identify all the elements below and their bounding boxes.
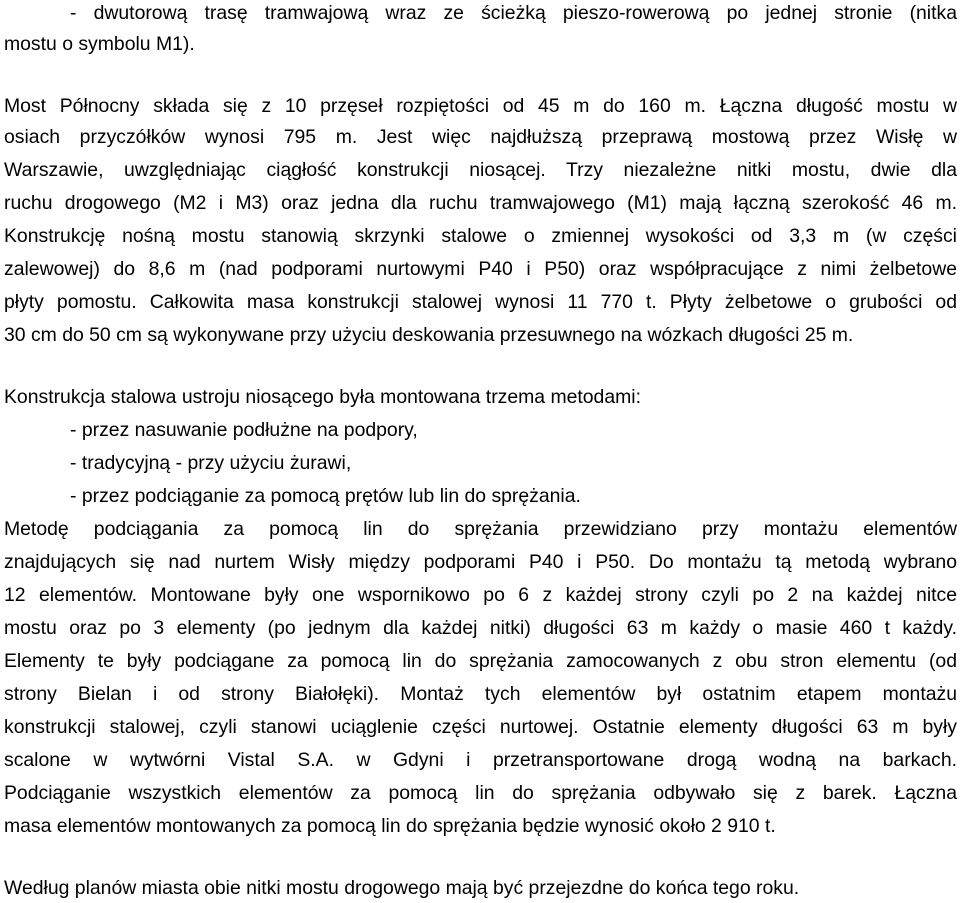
- text-line: Warszawie, uwzględniając ciągłość konstrukcji niosącej. Trzy niezależne nitki mostu, dwie dla: [4, 159, 957, 181]
- text-line: 12 elementów. Montowane były one wspornikowo po 6 z każdej strony czyli po 2 na każdej nitce: [4, 584, 957, 606]
- text-line: - dwutorową trasę tramwajową wraz ze ścieżką pieszo-rowerową po jednej stronie (nitka: [70, 2, 957, 24]
- text-line: płyty pomostu. Całkowita masa konstrukcji stalowej wynosi 11 770 t. Płyty żelbetowe o grubości od: [4, 291, 957, 313]
- text-line: Most Północny składa się z 10 przęseł rozpiętości od 45 m do 160 m. Łączna długość mostu w: [4, 95, 957, 117]
- text-line: 30 cm do 50 cm są wykonywane przy użyciu deskowania przesuwnego na wózkach długości 25 m.: [4, 324, 854, 346]
- text-line: Konstrukcja stalowa ustroju niosącego była montowana trzema metodami:: [4, 386, 641, 408]
- text-line: scalone w wytwórni Vistal S.A. w Gdyni i przetransportowane drogą wodną na barkach.: [4, 749, 957, 771]
- text-line: Metodę podciągania za pomocą lin do sprężania przewidziano przy montażu elementów: [4, 518, 957, 540]
- text-line: znajdujących się nad nurtem Wisły między podporami P40 i P50. Do montażu tą metodą wybrano: [4, 551, 957, 573]
- text-line: mostu o symbolu M1).: [4, 33, 195, 55]
- list-item: - przez nasuwanie podłużne na podpory,: [70, 419, 418, 441]
- list-item: - przez podciąganie za pomocą prętów lub lin do sprężania.: [70, 485, 581, 507]
- text-line: strony Bielan i od strony Białołęki). Montaż tych elementów był ostatnim etapem montażu: [4, 683, 957, 705]
- list-item: - tradycyjną - przy użyciu żurawi,: [70, 452, 352, 474]
- text-line: Według planów miasta obie nitki mostu drogowego mają być przejezdne do końca tego roku.: [4, 877, 800, 899]
- text-line: masa elementów montowanych za pomocą lin do sprężania będzie wynosić około 2 910 t.: [4, 815, 776, 837]
- text-line: Elementy te były podciągane za pomocą lin do sprężania zamocowanych z obu stron elementu (od: [4, 650, 957, 672]
- text-line: ruchu drogowego (M2 i M3) oraz jedna dla ruchu tramwajowego (M1) mają łączną szerokość 46 m.: [4, 192, 957, 214]
- text-line: osiach przyczółków wynosi 795 m. Jest więc najdłuższą przeprawą mostową przez Wisłę w: [4, 126, 957, 148]
- text-line: mostu oraz po 3 elementy (po jednym dla każdej nitki) długości 63 m każdy o masie 460 t każdy.: [4, 617, 957, 639]
- text-line: Konstrukcję nośną mostu stanowią skrzynki stalowe o zmiennej wysokości od 3,3 m (w części: [4, 225, 957, 247]
- text-line: zalewowej) do 8,6 m (nad podporami nurtowymi P40 i P50) oraz współpracujące z nimi żelbetowe: [4, 258, 957, 280]
- text-line: Podciąganie wszystkich elementów za pomocą lin do sprężania odbywało się z barek. Łączna: [4, 782, 957, 804]
- text-line: konstrukcji stalowej, czyli stanowi uciąglenie części nurtowej. Ostatnie elementy długości 63 m były: [4, 716, 957, 738]
